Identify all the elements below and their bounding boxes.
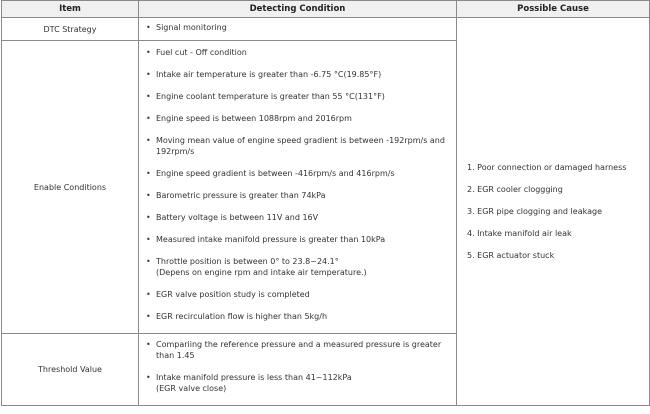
condition-item: • Battery voltage is between 11V and 16V: [145, 212, 448, 223]
row-dtc-strategy: [2, 18, 650, 41]
header-detecting-condition: Detecting Condition: [139, 1, 457, 18]
condition-item-pressure: [145, 372, 448, 394]
possible-causes-cell: [457, 18, 650, 406]
condition-item: • Measured intake manifold pressure is greater than 10kPa: [145, 234, 448, 245]
condition-item: • Compariing the reference pressure and a measured pressure is greater than 1.45: [145, 339, 448, 361]
cause-item: 5. EGR actuator stuck: [467, 251, 555, 260]
condition-item: • EGR valve position study is completed: [145, 289, 448, 300]
cause-item: 1. Poor connection or damaged harness: [467, 163, 627, 172]
conditions-threshold: [139, 334, 457, 406]
item-enable-conditions: Enable Conditions: [2, 41, 139, 334]
conditions-dtc-strategy: [139, 18, 457, 41]
header-possible-cause: Possible Cause: [457, 1, 650, 18]
condition-item: • Engine speed is between 1088rpm and 2016rpm: [145, 113, 448, 124]
condition-item: • EGR recirculation flow is higher than 5kg/h: [145, 311, 448, 322]
dtc-table: [1, 0, 650, 406]
condition-item-throttle: [145, 256, 448, 278]
header-row: [2, 1, 650, 18]
condition-item: • Moving mean value of engine speed gradient is between -192rpm/s and 192rpm/s: [145, 135, 448, 157]
cause-item: 2. EGR cooler cloggging: [467, 185, 563, 194]
condition-text: Intake manifold pressure is less than 41~112kPa: [156, 373, 352, 382]
condition-text: Throttle position is between 0° to 23.8~24.1°: [156, 257, 339, 266]
header-item: Item: [2, 1, 139, 18]
condition-item: • Signal monitoring: [145, 22, 448, 33]
possible-causes-list: [467, 162, 639, 261]
cause-item: 4. Intake manifold air leak: [467, 229, 572, 238]
condition-item: • Engine speed gradient is between -416rpm/s and 416rpm/s: [145, 168, 448, 179]
cause-item: 3. EGR pipe clogging and leakage: [467, 207, 602, 216]
item-threshold-value: Threshold Value: [2, 334, 139, 406]
conditions-enable: [139, 41, 457, 334]
item-dtc-strategy: DTC Strategy: [2, 18, 139, 41]
table-header: [2, 1, 650, 18]
condition-item: • Intake air temperature is greater than -6.75 °C(19.85°F): [145, 69, 448, 80]
condition-item: • Barometric pressure is greater than 74kPa: [145, 190, 448, 201]
condition-item: • Fuel cut - Off condition: [145, 47, 448, 58]
condition-note: (Depens on engine rpm and intake air temperature.): [156, 268, 367, 277]
condition-item: • Engine coolant temperature is greater than 55 °C(131°F): [145, 91, 448, 102]
condition-note: (EGR valve close): [156, 384, 227, 393]
